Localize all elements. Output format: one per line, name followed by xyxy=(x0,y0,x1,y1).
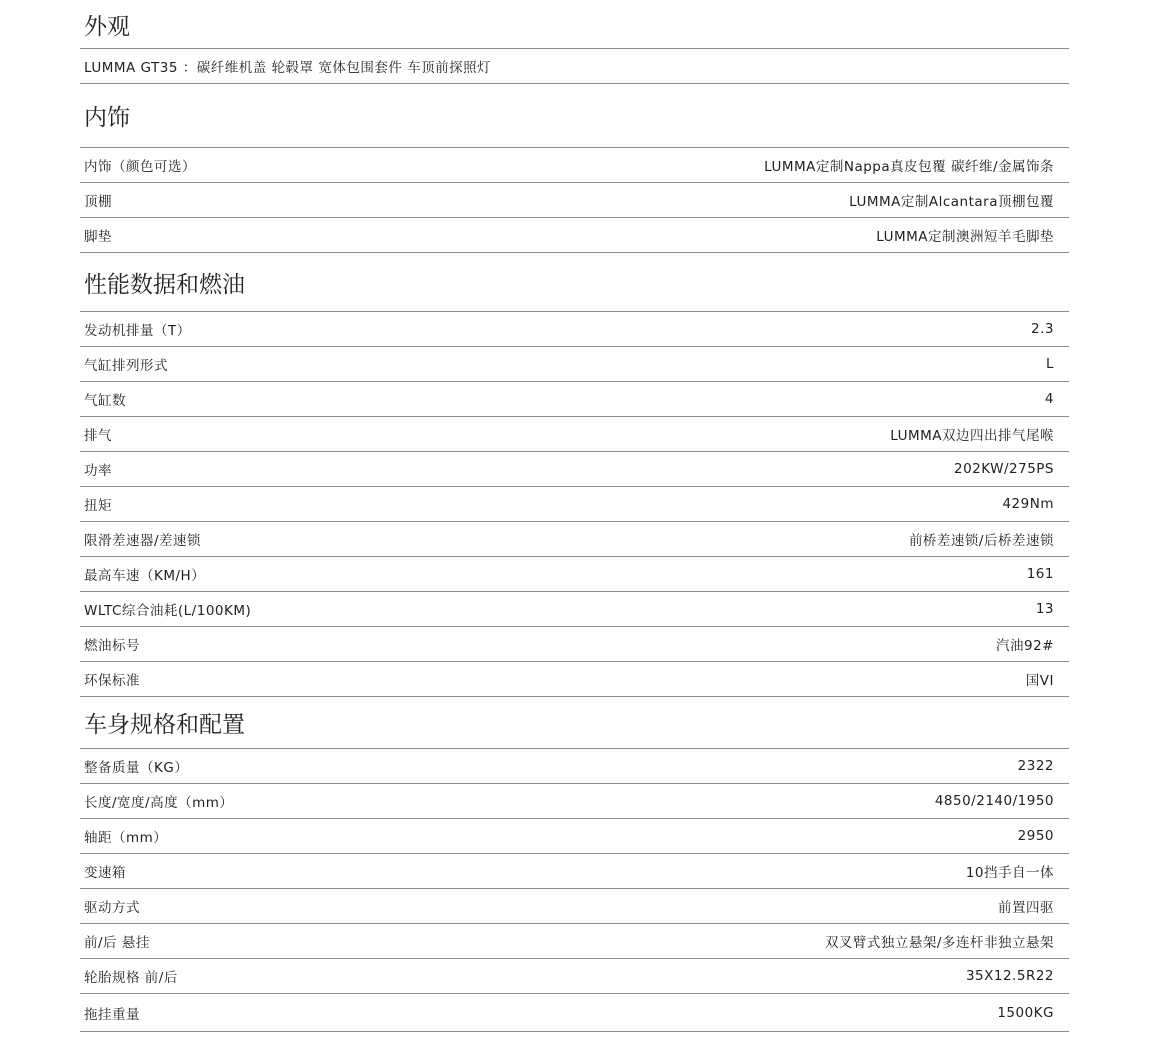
spec-label: 内饰（颜色可选） xyxy=(84,159,196,175)
spec-row xyxy=(80,148,1069,183)
spec-value: 4 xyxy=(1044,391,1054,407)
spec-row xyxy=(80,522,1069,557)
spec-value: 2.3 xyxy=(1031,321,1054,337)
spec-label: 最高车速（KM/H） xyxy=(84,568,206,584)
spec-row xyxy=(80,218,1069,253)
spec-value: 汽油92# xyxy=(996,638,1054,654)
spec-label: 扭矩 xyxy=(84,498,112,514)
spec-value: 2322 xyxy=(1017,758,1054,774)
spec-label: 拖挂重量 xyxy=(84,1006,140,1023)
exterior-description: LUMMA GT35 ：碳纤维机盖 轮毂罩 宽体包围套件 车顶前探照灯 xyxy=(84,60,492,76)
spec-label: 燃油标号 xyxy=(84,638,140,654)
spec-value: 35X12.5R22 xyxy=(965,968,1054,984)
spec-value: 1500KG xyxy=(997,1004,1054,1021)
spec-label: 排气 xyxy=(84,428,112,444)
spec-sheet xyxy=(80,0,1069,1032)
spec-row xyxy=(80,662,1069,697)
spec-row xyxy=(80,627,1069,662)
spec-row xyxy=(80,592,1069,627)
spec-value: 13 xyxy=(1035,601,1054,617)
spec-row xyxy=(80,749,1069,784)
spec-value: 429Nm xyxy=(1002,496,1054,512)
spec-row xyxy=(80,487,1069,522)
spec-row xyxy=(80,557,1069,592)
spec-label: 驱动方式 xyxy=(84,900,140,916)
spec-value: 前置四驱 xyxy=(998,900,1054,916)
spec-label: 整备质量（KG） xyxy=(84,760,189,776)
spec-label: 环保标准 xyxy=(84,673,140,689)
spec-label: 气缸排列形式 xyxy=(84,358,168,374)
spec-row xyxy=(80,819,1069,854)
spec-row xyxy=(80,452,1069,487)
spec-value: LUMMA双边四出排气尾喉 xyxy=(890,428,1054,444)
spec-label: 气缸数 xyxy=(84,393,126,409)
spec-value: 202KW/275PS xyxy=(953,461,1054,477)
spec-label: 轴距（mm） xyxy=(84,830,168,846)
spec-row xyxy=(80,994,1069,1032)
spec-row xyxy=(80,889,1069,924)
spec-value: 双叉臂式独立悬架/多连杆非独立悬架 xyxy=(824,935,1054,951)
exterior-description-row xyxy=(80,49,1069,84)
spec-label: 功率 xyxy=(84,463,112,479)
spec-label: 顶棚 xyxy=(84,194,112,210)
spec-value: 2950 xyxy=(1017,828,1054,844)
spec-row xyxy=(80,854,1069,889)
spec-value: 国VI xyxy=(1025,673,1054,689)
spec-value: 4850/2140/1950 xyxy=(934,793,1054,809)
section-title-exterior: 外观 xyxy=(80,0,1069,49)
spec-label: 限滑差速器/差速锁 xyxy=(84,533,202,549)
spec-value: LUMMA定制Nappa真皮包覆 碳纤维/金属饰条 xyxy=(764,159,1054,175)
spec-label: 变速箱 xyxy=(84,865,126,881)
spec-label: 前/后 悬挂 xyxy=(84,935,150,951)
spec-row xyxy=(80,924,1069,959)
spec-row xyxy=(80,183,1069,218)
spec-value: LUMMA定制澳洲短羊毛脚垫 xyxy=(876,229,1054,245)
section-title-performance: 性能数据和燃油 xyxy=(80,253,1069,312)
section-title-body-specs: 车身规格和配置 xyxy=(80,697,1069,749)
spec-row xyxy=(80,417,1069,452)
spec-label: 发动机排量（T） xyxy=(84,323,191,339)
spec-label: 长度/宽度/高度（mm） xyxy=(84,795,234,811)
spec-label: 轮胎规格 前/后 xyxy=(84,970,178,986)
spec-row xyxy=(80,959,1069,994)
spec-value: 161 xyxy=(1026,566,1054,582)
spec-value: 10挡手自一体 xyxy=(965,865,1054,881)
spec-value: 前桥差速锁/后桥差速锁 xyxy=(908,533,1054,549)
spec-row xyxy=(80,382,1069,417)
spec-row xyxy=(80,347,1069,382)
spec-label: WLTC综合油耗(L/100KM) xyxy=(84,603,252,619)
spec-row xyxy=(80,312,1069,347)
spec-row xyxy=(80,784,1069,819)
spec-value: LUMMA定制Alcantara顶棚包覆 xyxy=(849,194,1054,210)
spec-label: 脚垫 xyxy=(84,229,112,245)
section-title-interior: 内饰 xyxy=(80,84,1069,148)
spec-value: L xyxy=(1045,356,1054,372)
